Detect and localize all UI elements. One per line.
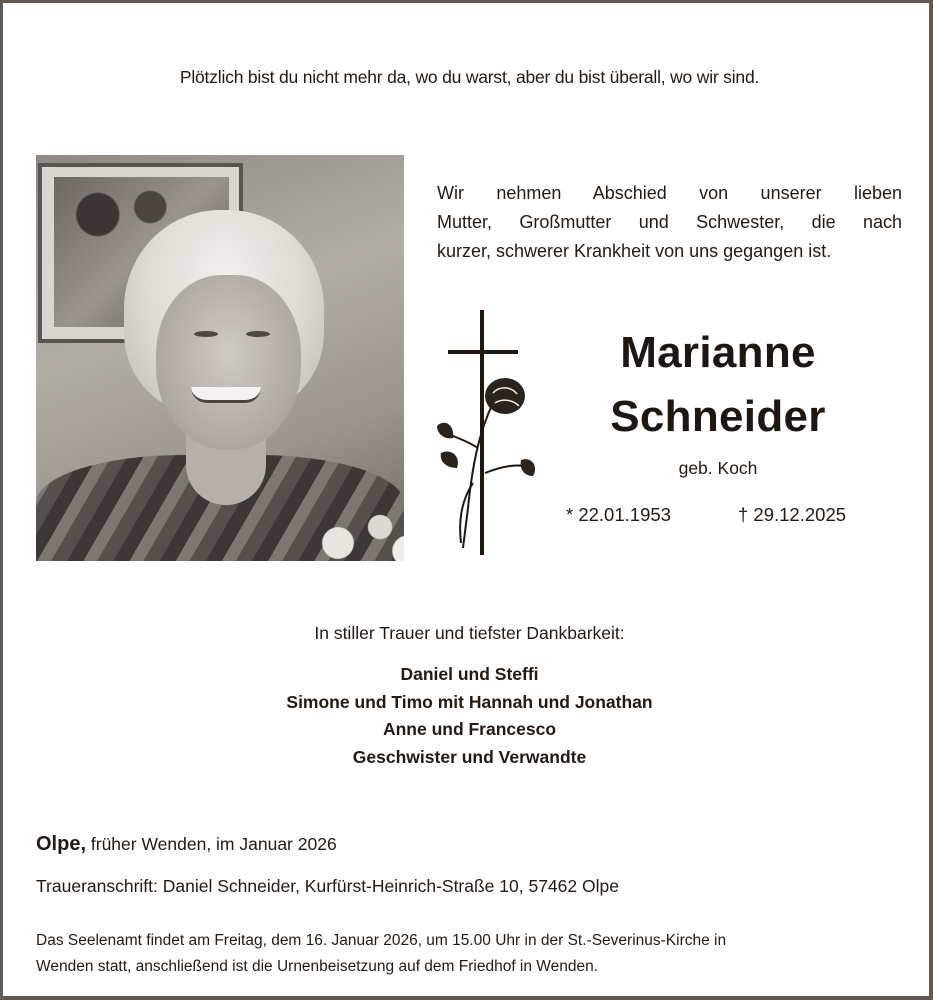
mourners-list [3, 661, 933, 771]
farewell-line: kurzer, schwerer Krankheit von uns gegangen ist. [437, 241, 832, 261]
mourner-entry: Geschwister und Verwandte [352, 746, 587, 767]
motto-quote: Plötzlich bist du nicht mehr da, wo du warst, aber du bist überall, wo wir sind. [179, 67, 760, 87]
place-and-date [36, 833, 337, 856]
maiden-name: geb. Koch [678, 458, 758, 478]
portrait-smile [191, 387, 261, 403]
farewell-line: Wir nehmen Abschied von unserer lieben [437, 183, 902, 203]
place-detail: früher Wenden, im Januar 2026 [86, 834, 337, 854]
mourner-entry: Simone und Timo mit Hannah und Jonathan [286, 691, 653, 712]
farewell-line: Mutter, Großmutter und Schwester, die nach [437, 212, 902, 232]
portrait-photo [36, 155, 404, 561]
mourners-intro: In stiller Trauer und tiefster Dankbarkeit: [314, 623, 625, 643]
death-date: † 29.12.2025 [738, 504, 847, 525]
cross-rose-icon [433, 308, 543, 558]
service-info [36, 928, 904, 980]
service-line: Das Seelenamt findet am Freitag, dem 16. Januar 2026, um 15.00 Uhr in der St.-Severinus-Kirche in [36, 932, 727, 949]
mourner-entry: Daniel und Steffi [400, 664, 539, 684]
service-line: Wenden statt, anschließend ist die Urnenbeisetzung auf dem Friedhof in Wenden. [36, 958, 599, 975]
place-city: Olpe, [36, 833, 87, 855]
portrait-eye-right [246, 331, 270, 337]
portrait-face [156, 275, 301, 450]
last-name: Schneider [610, 392, 826, 441]
deceased-name [573, 321, 863, 449]
mourner-entry: Anne und Francesco [382, 719, 557, 739]
portrait-flowers [296, 495, 404, 561]
first-name: Marianne [620, 328, 816, 377]
birth-date: * 22.01.1953 [566, 504, 671, 525]
mourning-address: Traueranschrift: Daniel Schneider, Kurfürst-Heinrich-Straße 10, 57462 Olpe [36, 876, 619, 896]
portrait-eye-left [194, 331, 218, 337]
farewell-text [437, 179, 902, 266]
